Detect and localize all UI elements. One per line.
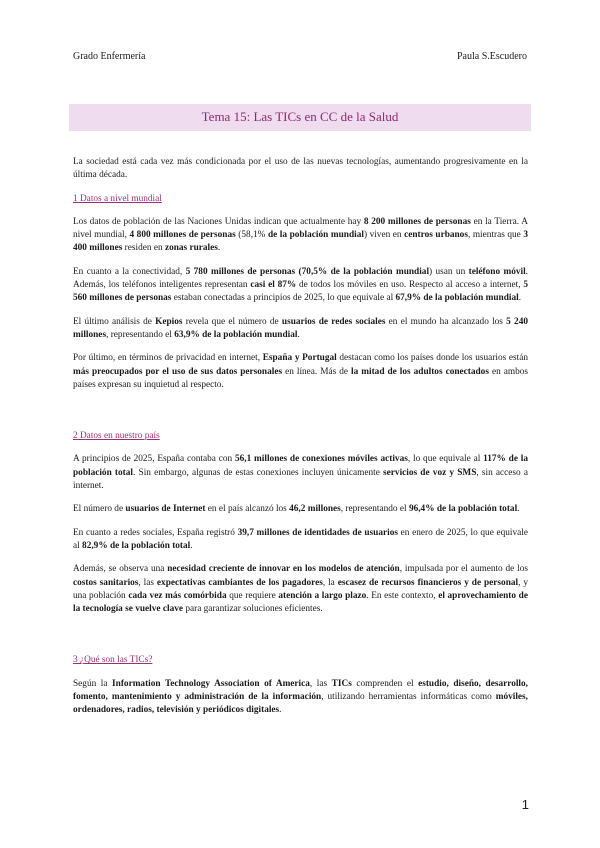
emphasis-text: casi el 87% xyxy=(250,280,297,291)
emphasis-text: servicios de voz y SMS xyxy=(383,467,477,478)
header-author: Paula S.Escudero xyxy=(457,51,527,62)
emphasis-text: expectativas cambiantes de los pagadores xyxy=(156,577,323,588)
emphasis-text: escasez de recursos financieros y de personal xyxy=(337,577,519,588)
emphasis-text: zonas rurales xyxy=(164,243,218,254)
emphasis-text: móviles, ordenadores, radios, televisión y periódicos digitales xyxy=(73,692,528,716)
emphasis-text: Information Technology Association of America xyxy=(112,678,310,689)
body-paragraph: En cuanto a redes sociales, España registró 39,7 millones de identidades de usuarios en enero de 2025, lo que equivale al 82,9% de la población total. xyxy=(73,527,528,551)
body-paragraph: El último análisis de Kepios revela que el número de usuarios de redes sociales en el mundo ha alcanzado los 5 240 millones, representando el 63,9% de la población mundial. xyxy=(73,316,528,340)
emphasis-text: atención a largo plazo xyxy=(278,590,367,601)
emphasis-text: de la población mundial xyxy=(267,230,364,241)
emphasis-text: la mitad de los adultos conectados xyxy=(351,366,489,377)
emphasis-text: usuarios de Internet xyxy=(125,504,206,515)
emphasis-text: Kepios xyxy=(155,316,183,327)
emphasis-text: 3 400 millones xyxy=(73,230,529,254)
page-number: 1 xyxy=(521,797,529,812)
document-body xyxy=(73,156,528,728)
emphasis-text: 4 800 millones de personas xyxy=(129,230,236,241)
emphasis-text: usuarios de redes sociales xyxy=(281,316,386,327)
body-paragraph: Además, se observa una necesidad creciente de innovar en los modelos de atención, impulsada por el aumento de los costos sanitarios, las expectativas cambiantes de los pagadores, la escasez de recursos financieros y de personal, y una población cada vez más comórbida que requiere atención a largo plazo. En este contexto, el aprovechamiento de la tecnología se vuelve clave para garantizar soluciones eficientes. xyxy=(73,564,528,615)
section-spacer xyxy=(73,402,528,430)
emphasis-text: TICs xyxy=(331,678,352,689)
emphasis-text: más preocupados por el uso de sus datos personales xyxy=(73,366,283,377)
body-paragraph: A principios de 2025, España contaba con 56,1 millones de conexiones móviles activas, lo que equivale al 117% de la población total. Sin embargo, algunas de estas conexiones incluyen únicamente servicios de voz y SMS, sin acceso a internet. xyxy=(73,454,529,492)
section-heading: 3 ¿Qué son las TICs? xyxy=(73,655,153,666)
emphasis-text: 5 560 millones de personas xyxy=(73,280,528,304)
emphasis-text: costos sanitarios xyxy=(73,577,139,588)
emphasis-text: centros urbanos xyxy=(404,230,468,241)
emphasis-text: España y Portugal xyxy=(262,353,337,364)
page-title: Tema 15: Las TICs en CC de la Salud xyxy=(201,109,399,124)
emphasis-text: necesidad creciente de innovar en los modelos de atención xyxy=(167,564,400,575)
header-course: Grado Enfermería xyxy=(73,51,146,62)
section-heading: 2 Datos en nuestro país xyxy=(73,431,160,442)
emphasis-text: 67,9% de la población mundial xyxy=(395,293,519,304)
body-paragraph: En cuanto a la conectividad, 5 780 millones de personas (70,5% de la población mundial) usan un teléfono móvil. Además, los teléfonos inteligentes representan casi el 87% de todos los móviles en uso. Respecto al acceso a internet, 5 560 millones de personas estaban conectadas a principios de 2025, lo que equivale al 67,9% de la población mundial. xyxy=(73,266,528,304)
section-spacer xyxy=(73,626,528,654)
emphasis-text: 117% de la población total xyxy=(73,454,529,478)
section-heading: 1 Datos a nivel mundial xyxy=(73,193,162,204)
emphasis-text: 63,9% de la población mundial xyxy=(174,329,298,340)
emphasis-text: 5 780 millones de personas (70,5% de la población mundial xyxy=(185,266,430,277)
emphasis-text: estudio, diseño, desarrollo, fomento, mantenimiento y administración de la información xyxy=(73,678,528,703)
emphasis-text: 56,1 millones de conexiones móviles activas xyxy=(234,454,408,465)
emphasis-text: 8 200 millones de personas xyxy=(363,216,471,227)
body-paragraph: Los datos de población de las Naciones Unidas indican que actualmente hay 8 200 millones de personas en la Tierra. A nivel mundial, 4 800 millones de personas (58,1% de la población mundial) viven en centros urbanos, mientras que 3 400 millones residen en zonas rurales. xyxy=(73,216,529,254)
emphasis-text: 39,7 millones de identidades de usuarios xyxy=(237,527,398,538)
body-paragraph: Por último, en términos de privacidad en internet, España y Portugal destacan como los países donde los usuarios están más preocupados por el uso de sus datos personales en línea. Más de la mitad de los adultos conectados en ambos países expresan su inquietud al respecto. xyxy=(73,353,528,390)
emphasis-text: 46,2 millones xyxy=(289,504,341,515)
emphasis-text: teléfono móvil xyxy=(468,266,526,277)
title-banner xyxy=(69,104,531,131)
emphasis-text: el aprovechamiento de la tecnología se vuelve clave xyxy=(73,590,528,615)
emphasis-text: 5 240 millones xyxy=(73,316,528,340)
emphasis-text: 96,4% de la población total xyxy=(408,504,518,515)
body-paragraph: El número de usuarios de Internet en el país alcanzó los 46,2 millones, representando el 96,4% de la población total. xyxy=(73,504,520,515)
intro-paragraph: La sociedad está cada vez más condicionada por el uso de las nuevas tecnologías, aumentando progresivamente en la última década. xyxy=(73,157,528,181)
emphasis-text: 82,9% de la población total xyxy=(82,540,191,551)
body-paragraph: Según la Information Technology Association of America, las TICs comprenden el estudio, diseño, desarrollo, fomento, mantenimiento y administración de la información, utilizando herramientas informáticas como móviles, ordenadores, radios, televisión y periódicos digitales. xyxy=(73,678,528,716)
emphasis-text: cada vez más comórbida xyxy=(128,590,227,601)
